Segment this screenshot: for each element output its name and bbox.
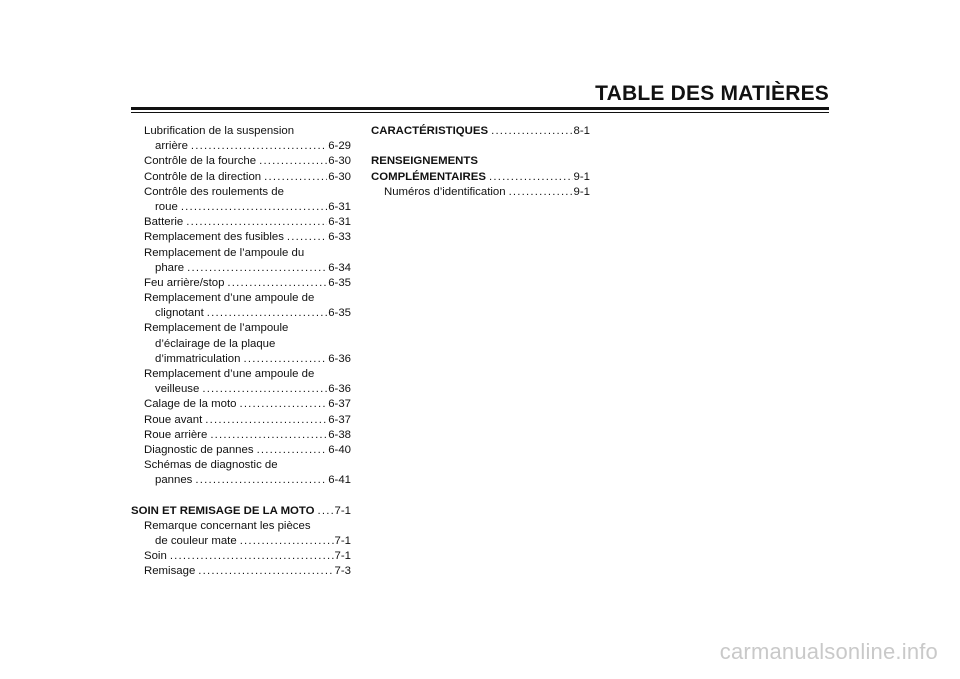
toc-leader-dots — [287, 230, 327, 245]
toc-leader-dots — [202, 382, 327, 397]
toc-entry-text: Remplacement de l’ampoule — [144, 322, 289, 335]
toc-leader-dots — [210, 428, 327, 443]
toc-leader-dots — [259, 154, 327, 169]
toc-leader-dots — [181, 200, 327, 215]
toc-entry-text: Diagnostic de pannes — [144, 443, 254, 456]
toc-entry — [131, 413, 351, 428]
toc-entry — [131, 124, 351, 139]
toc-entry-text: de couleur mate — [155, 535, 237, 548]
toc-entry — [131, 306, 351, 321]
toc-entry-text: pannes — [155, 474, 193, 487]
toc-entry — [131, 473, 351, 488]
toc-leader-dots — [239, 397, 327, 412]
toc-entry — [131, 458, 351, 473]
toc-entry-text: RENSEIGNEMENTS — [371, 155, 478, 168]
toc-entry-text: arrière — [155, 140, 188, 153]
toc-entry — [131, 549, 351, 564]
toc-entry — [131, 246, 351, 261]
toc-leader-dots — [191, 139, 327, 154]
toc-entry-text: clignotant — [155, 307, 204, 320]
toc-page-number: 7-1 — [334, 504, 351, 517]
toc-entry — [131, 200, 351, 215]
toc-entry — [131, 215, 351, 230]
toc-entry — [131, 564, 351, 579]
toc-leader-dots — [491, 124, 572, 139]
toc-entry-text: d’éclairage de la plaque — [155, 337, 276, 350]
title-rule-thin — [131, 112, 829, 113]
toc-entry-text: Lubrification de la suspension — [144, 125, 295, 137]
toc-page-number: 6-31 — [328, 200, 351, 213]
toc-page-number: 6-36 — [328, 352, 351, 365]
toc-entry-text: Numéros d’identification — [384, 185, 506, 198]
toc-entry-text: phare — [155, 261, 185, 274]
toc-entry-text: COMPLÉMENTAIRES — [371, 170, 486, 183]
toc-entry-text: SOIN ET REMISAGE DE LA MOTO — [131, 504, 315, 517]
toc-page-number: 6-37 — [328, 413, 351, 426]
toc-page-number: 6-30 — [328, 170, 351, 183]
toc-entry — [131, 276, 351, 291]
toc-entry — [131, 185, 351, 200]
toc-section-heading — [371, 154, 590, 169]
toc-page-number: 6-38 — [328, 428, 351, 441]
toc-page-number: 6-35 — [328, 307, 351, 320]
toc-entry-text: Calage de la moto — [144, 398, 237, 411]
toc-entry — [131, 519, 351, 534]
toc-page-number: 6-33 — [328, 231, 351, 244]
toc-leader-dots — [240, 534, 334, 549]
toc-page-number: 7-1 — [334, 535, 351, 548]
toc-entry-text: veilleuse — [155, 383, 200, 396]
toc-page-number: 7-1 — [334, 550, 351, 563]
toc-entry-text: Remplacement des fusibles — [144, 231, 284, 244]
toc-page-number: 6-37 — [328, 398, 351, 411]
toc-entry — [131, 367, 351, 382]
toc-entry-text: Feu arrière/stop — [144, 276, 225, 289]
toc-column-right — [371, 124, 590, 200]
page-title: TABLE DES MATIÈRES — [595, 82, 829, 105]
toc-entry — [131, 170, 351, 185]
toc-entry-text: CARACTÉRISTIQUES — [371, 125, 489, 137]
toc-page-number: 8-1 — [573, 125, 590, 137]
toc-leader-dots — [318, 504, 334, 519]
toc-leader-dots — [195, 473, 327, 488]
toc-entry-text: Remisage — [144, 565, 196, 578]
toc-leader-dots — [198, 564, 333, 579]
toc-column-left — [131, 124, 351, 580]
toc-entry — [131, 321, 351, 336]
toc-entry-text: Roue avant — [144, 413, 203, 426]
toc-entry — [131, 382, 351, 397]
toc-entry — [131, 154, 351, 169]
title-rule-thick — [131, 107, 829, 110]
toc-leader-dots — [227, 276, 327, 291]
toc-page-number: 6-35 — [328, 276, 351, 289]
toc-spacer — [131, 489, 351, 504]
toc-leader-dots — [489, 170, 573, 185]
toc-entry-text: Soin — [144, 550, 167, 563]
toc-leader-dots — [205, 413, 327, 428]
toc-entry-text: Contrôle de la direction — [144, 170, 262, 183]
toc-entry — [131, 443, 351, 458]
toc-entry-text: Batterie — [144, 216, 184, 229]
toc-entry-text: Remplacement d’une ampoule de — [144, 368, 315, 380]
toc-page-number: 6-40 — [328, 443, 351, 456]
toc-entry — [131, 261, 351, 276]
toc-entry-text: Remplacement d’une ampoule de — [144, 292, 315, 305]
toc-entry-text: Remarque concernant les pièces — [144, 519, 311, 532]
toc-leader-dots — [170, 549, 334, 564]
toc-entry-text: d’immatriculation — [155, 352, 241, 365]
toc-entry — [131, 337, 351, 352]
toc-leader-dots — [186, 215, 327, 230]
toc-page-number: 6-29 — [328, 140, 351, 153]
toc-entry-text: Roue arrière — [144, 428, 208, 441]
toc-entry — [131, 428, 351, 443]
toc-entry-text: roue — [155, 200, 178, 213]
toc-page-number: 9-1 — [573, 170, 590, 183]
toc-page-number: 6-34 — [328, 261, 351, 274]
watermark: carmanualsonline.info — [719, 639, 938, 664]
toc-spacer — [371, 139, 590, 154]
toc-page-number: 6-31 — [328, 216, 351, 229]
toc-page-number: 7-3 — [334, 565, 351, 578]
toc-entry-text: Contrôle des roulements de — [144, 185, 284, 198]
toc-entry — [131, 230, 351, 245]
toc-leader-dots — [257, 443, 328, 458]
toc-page-number: 9-1 — [573, 185, 590, 198]
toc-entry-text: Remplacement de l’ampoule du — [144, 246, 305, 259]
toc-entry-text: Contrôle de la fourche — [144, 155, 257, 168]
toc-leader-dots — [509, 185, 573, 200]
toc-entry — [131, 139, 351, 154]
toc-entry-text: Schémas de diagnostic de — [144, 459, 278, 472]
toc-entry — [131, 352, 351, 367]
toc-leader-dots — [207, 306, 327, 321]
toc-leader-dots — [264, 170, 327, 185]
toc-section-heading — [131, 504, 351, 519]
toc-leader-dots — [243, 352, 327, 367]
toc-entry — [131, 397, 351, 412]
toc-page-number: 6-36 — [328, 383, 351, 396]
toc-entry — [371, 185, 590, 200]
toc-leader-dots — [187, 261, 327, 276]
toc-entry — [131, 291, 351, 306]
toc-entry — [131, 534, 351, 549]
toc-section-heading — [371, 124, 590, 139]
toc-section-heading — [371, 170, 590, 185]
toc-page-number: 6-30 — [328, 155, 351, 168]
toc-page-number: 6-41 — [328, 474, 351, 487]
